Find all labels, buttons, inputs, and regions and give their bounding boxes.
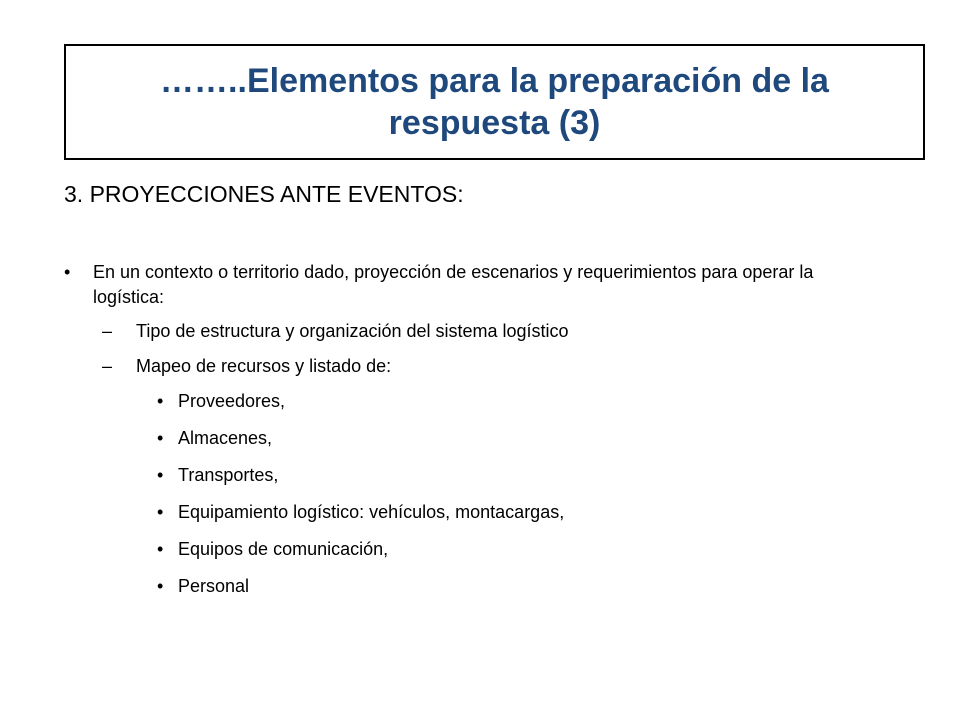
- bullet-icon: •: [157, 428, 164, 448]
- resource-item-text: Personal: [178, 576, 250, 596]
- main-bullet-item: [64, 260, 864, 310]
- resource-item: [64, 574, 864, 599]
- bullet-icon: •: [157, 391, 164, 411]
- resource-item-text: Proveedores,: [178, 391, 286, 411]
- sub-item-text: Tipo de estructura y organización del sistema logístico: [136, 321, 569, 341]
- resource-item: [64, 463, 864, 488]
- resource-item: [64, 426, 864, 451]
- sub-item-text: Mapeo de recursos y listado de:: [136, 356, 392, 376]
- title-box: [64, 44, 925, 160]
- content-list: [64, 260, 864, 611]
- resource-item: [64, 537, 864, 562]
- bullet-icon: •: [157, 539, 164, 559]
- bullet-icon: •: [64, 262, 71, 282]
- resource-item-text: Transportes,: [178, 465, 279, 485]
- sub-item: [64, 319, 864, 344]
- bullet-icon: •: [157, 502, 164, 522]
- dash-icon: –: [102, 321, 113, 341]
- resource-item-text: Equipos de comunicación,: [178, 539, 389, 559]
- resource-item: [64, 500, 864, 525]
- main-bullet-text: En un contexto o territorio dado, proyección de escenarios y requerimientos para operar la logística:: [93, 262, 814, 307]
- sub-item: [64, 354, 864, 379]
- bullet-icon: •: [157, 465, 164, 485]
- resource-item-text: Equipamiento logístico: vehículos, montacargas,: [178, 502, 565, 522]
- bullet-icon: •: [157, 576, 164, 596]
- resource-item-text: Almacenes,: [178, 428, 273, 448]
- resource-item: [64, 389, 864, 414]
- section-heading: 3. PROYECCIONES ANTE EVENTOS:: [64, 181, 464, 207]
- dash-icon: –: [102, 356, 113, 376]
- slide-title: ……..Elementos para la preparación de la respuesta (3): [160, 62, 829, 142]
